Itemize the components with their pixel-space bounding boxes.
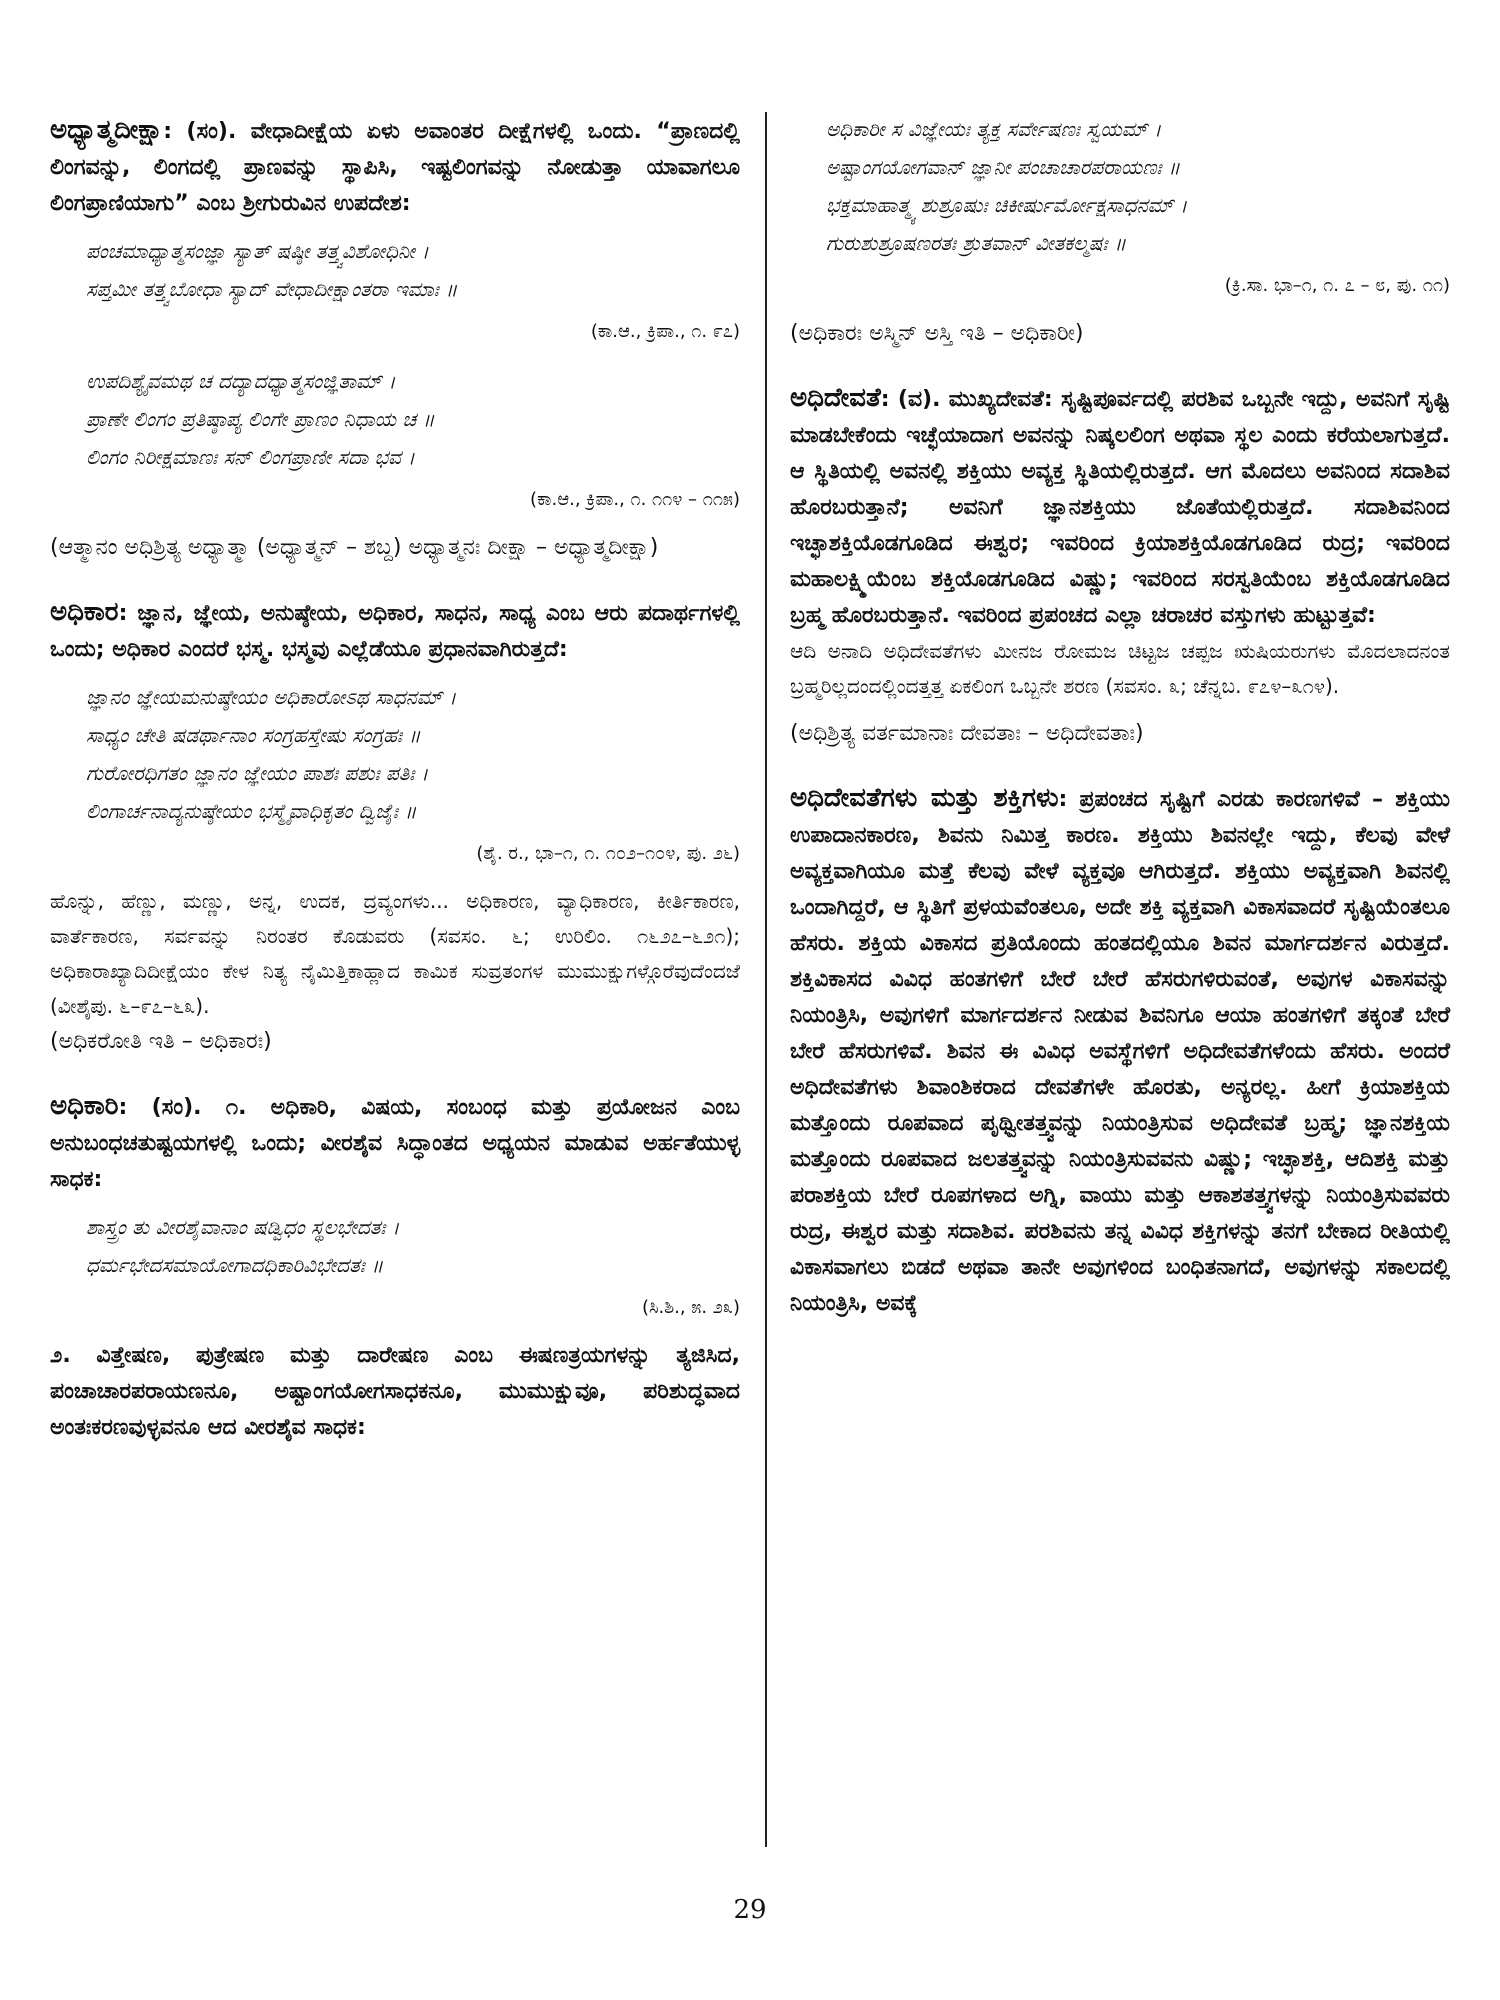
entry-adhidevategalu-shaktigalu bbox=[790, 780, 1450, 1322]
citation: (ಕ್ರಿ.ಸಾ. ಭಾ–೧, ೧. ೭ – ೮, ಪು. ೧೧) bbox=[1224, 275, 1450, 296]
entry-definition: : ಪ್ರಪಂಚದ ಸೃಷ್ಟಿಗೆ ಎರಡು ಕಾರಣಗಳಿವೆ – ಶಕ್ತಿಯು ಉಪಾದಾನಕಾರಣ, ಶಿವನು ನಿಮಿತ್ತ ಕಾರಣ. ಶಕ್ತಿಯು ಶಿವನಲ್ಲೇ ಇದ್ದು, ಕೆಲವು ವೇಳೆ ಅವ್ಯಕ್ತವಾಗಿಯೂ ಮತ್ತೆ ಕೆಲವು ವೇಳೆ ವ್ಯಕ್ತವೂ ಆಗಿರುತ್ತದೆ. ಶಕ್ತಿಯು ಅವ್ಯಕ್ತವಾಗಿ ಶಿವನಲ್ಲಿ ಒಂದಾಗಿದ್ದರೆ, ಆ ಸ್ಥಿತಿಗೆ ಪ್ರಳಯವೆಂತಲೂ, ಅದೇ ಶಕ್ತಿ ವ್ಯಕ್ತವಾಗಿ ವಿಕಾಸವಾದರೆ ಸೃಷ್ಟಿಯೆಂತಲೂ ಹೆಸರು. ಶಕ್ತಿಯ ವಿಕಾಸದ ಪ್ರತಿಯೊಂದು ಹಂತದಲ್ಲಿಯೂ ಶಿವನ ಮಾರ್ಗದರ್ಶನ ವಿರುತ್ತದೆ. ಶಕ್ತಿವಿಕಾಸದ ವಿವಿಧ ಹಂತಗಳಿಗೆ ಬೇರೆ ಬೇರೆ ಹೆಸರುಗಳಿರುವಂತೆ, ಅವುಗಳ ವಿಕಾಸವನ್ನು ನಿಯಂತ್ರಿಸಿ, ಅವುಗಳಿಗೆ ಮಾರ್ಗದರ್ಶನ ನೀಡುವ ಶಿವನಿಗೂ ಆಯಾ ಹಂತಗಳಿಗೆ ತಕ್ಕಂತೆ ಬೇರೆ ಬೇರೆ ಹೆಸರುಗಳಿವೆ. ಶಿವನ ಈ ವಿವಿಧ ಅವಸ್ಥೆಗಳಿಗೆ ಅಧಿದೇವತೆಗಳೆಂದು ಹೆಸರು. ಅಂದರೆ ಅಧಿದೇವತೆಗಳು ಶಿವಾಂಶಿಕರಾದ ದೇವತೆಗಳೇ ಹೊರತು, ಅನ್ಯರಲ್ಲ. ಹೀಗೆ ಕ್ರಿಯಾಶಕ್ತಿಯ ಮತ್ತೊಂದು ರೂಪವಾದ ಪೃಥ್ವೀತತ್ತ್ವವನ್ನು ನಿಯಂತ್ರಿಸುವ ಅಧಿದೇವತೆ ಬ್ರಹ್ಮ; ಜ್ಞಾನಶಕ್ತಿಯ ಮತ್ತೊಂದು ರೂಪವಾದ ಜಲತತ್ತ್ವವನ್ನು ನಿಯಂತ್ರಿಸುವವನು ವಿಷ್ಣು; ಇಚ್ಛಾಶಕ್ತಿ, ಆದಿಶಕ್ತಿ ಮತ್ತು ಪರಾಶಕ್ತಿಯ ಬೇರೆ ರೂಪಗಳಾದ ಅಗ್ನಿ, ವಾಯು ಮತ್ತು ಆಕಾಶತತ್ತ್ವಗಳನ್ನು ನಿಯಂತ್ರಿಸುವವರು ರುದ್ರ, ಈಶ್ವರ ಮತ್ತು ಸದಾಶಿವ. ಪರಶಿವನು ತನ್ನ ವಿವಿಧ ಶಕ್ತಿಗಳನ್ನು ತನಗೆ ಬೇಕಾದ ರೀತಿಯಲ್ಲಿ ವಿಕಾಸವಾಗಲು ಬಿಡದೆ ಅಥವಾ ತಾನೇ ಅವುಗಳಿಂದ ಬಂಧಿತನಾಗದೆ, ಅವುಗಳನ್ನು ಸಕಾಲದಲ್ಲಿ ನಿಯಂತ್ರಿಸಿ, ಅವಕ್ಕೆ bbox=[790, 787, 1451, 1316]
verse-line: ಭಕ್ತಮಾಹಾತ್ಮ್ಯ ಶುಶ್ರೂಷುಃ ಚಿಕೀರ್ಷುರ್ಮೋಕ್ಷಸಾಧನಮ್ । bbox=[826, 193, 1188, 217]
sanskrit-verse bbox=[86, 362, 740, 476]
entry-adhidevate bbox=[790, 380, 1450, 752]
verse-line: ಧರ್ಮಭೇದಸಮಾಯೋಗಾದಧಿಕಾರಿವಿಭೇದತಃ ॥ bbox=[86, 1253, 384, 1277]
sanskrit-verse bbox=[86, 232, 740, 308]
entry-definition: : (ಸಂ). ವೇಧಾದೀಕ್ಷೆಯ ಏಳು ಅವಾಂತರ ದೀಕ್ಷೆಗಳಲ್ಲಿ ಒಂದು. “ಪ್ರಾಣದಲ್ಲಿ ಲಿಂಗವನ್ನು, ಲಿಂಗದಲ್ಲಿ ಪ್ರಾಣವನ್ನು ಸ್ಥಾಪಿಸಿ, ಇಷ್ಟಲಿಂಗವನ್ನು ನೋಡುತ್ತಾ ಯಾವಾಗಲೂ ಲಿಂಗಪ್ರಾಣಿಯಾಗು” ಎಂಬ ಶ್ರೀಗುರುವಿನ ಉಪದೇಶ: bbox=[50, 119, 740, 216]
entry-sense-2: ೨. ವಿತ್ತೇಷಣ, ಪುತ್ರೇಷಣ ಮತ್ತು ದಾರೇಷಣ ಎಂಬ ಈಷಣತ್ರಯಗಳನ್ನು ತ್ಯಜಿಸಿದ, ಪಂಚಾಚಾರಪರಾಯಣನೂ, ಅಷ್ಟಾಂಗಯೋಗಸಾಧಕನೂ, ಮುಮುಕ್ಷುವೂ, ಪರಿಶುದ್ಧವಾದ ಅಂತಃಕರಣವುಳ್ಳವನೂ ಆದ ವೀರಶೈವ ಸಾಧಕ: bbox=[50, 1343, 740, 1440]
entry-definition: : (ವ). ಮುಖ್ಯದೇವತೆ: ಸೃಷ್ಟಿಪೂರ್ವದಲ್ಲಿ ಪರಶಿವ ಒಬ್ಬನೇ ಇದ್ದು, ಅವನಿಗೆ ಸೃಷ್ಟಿ ಮಾಡಬೇಕೆಂದು ಇಚ್ಛೆಯಾದಾಗ ಅವನನ್ನು ನಿಷ್ಕಲಲಿಂಗ ಅಥವಾ ಸ್ಥಲ ಎಂದು ಕರೆಯಲಾಗುತ್ತದೆ. ಆ ಸ್ಥಿತಿಯಲ್ಲಿ ಅವನಲ್ಲಿ ಶಕ್ತಿಯು ಅವ್ಯಕ್ತ ಸ್ಥಿತಿಯಲ್ಲಿರುತ್ತದೆ. ಆಗ ಮೊದಲು ಅವನಿಂದ ಸದಾಶಿವ ಹೊರಬರುತ್ತಾನೆ; ಅವನಿಗೆ ಜ್ಞಾನಶಕ್ತಿಯು ಜೊತೆಯಲ್ಲಿರುತ್ತದೆ. ಸದಾಶಿವನಿಂದ ಇಚ್ಛಾಶಕ್ತಿಯೊಡಗೂಡಿದ ಈಶ್ವರ; ಇವರಿಂದ ಕ್ರಿಯಾಶಕ್ತಿಯೊಡಗೂಡಿದ ರುದ್ರ; ಇವರಿಂದ ಮಹಾಲಕ್ಷ್ಮಿಯೆಂಬ ಶಕ್ತಿಯೊಡಗೂಡಿದ ವಿಷ್ಣು; ಇವರಿಂದ ಸರಸ್ವತಿಯೆಂಬ ಶಕ್ತಿಯೊಡಗೂಡಿದ ಬ್ರಹ್ಮ ಹೊರಬರುತ್ತಾನೆ. ಇವರಿಂದ ಪ್ರಪಂಚದ ಎಲ್ಲಾ ಚರಾಚರ ವಸ್ತುಗಳು ಹುಟ್ಟುತ್ತವೆ: bbox=[790, 387, 1450, 628]
entry-body bbox=[50, 1088, 740, 1198]
left-column bbox=[50, 112, 740, 1474]
vachana-quote: ಆದಿ ಅನಾದಿ ಅಧಿದೇವತೆಗಳು ಮೀನಜ ರೋಮಜ ಚಿಟ್ಟಜ ಚಪ್ಪಜ ಋಷಿಯರುಗಳು ಮೊದಲಾದನಂತ ಬ್ರಹ್ಮರಿಲ್ಲದಂದಲ್ಲಿಂದತ್ತತ್ತ ಏಕಲಿಂಗ ಒಬ್ಬನೇ ಶರಣ (ಸವಸಂ. ೩; ಚೆನ್ನಬ. ೯೭೪–೩೧೪). bbox=[790, 639, 1450, 698]
verse-line: ಪ್ರಾಣೇ ಲಿಂಗಂ ಪ್ರತಿಷ್ಠಾಪ್ಯ ಲಿಂಗೇ ಪ್ರಾಣಂ ನಿಧಾಯ ಚ ॥ bbox=[86, 407, 435, 431]
page-number: 29 bbox=[733, 1895, 767, 1925]
etymology: (ಅಧಿಕಾರಃ ಅಸ್ಮಿನ್ ಅಸ್ತಿ ಇತಿ – ಅಧಿಕಾರೀ) bbox=[790, 321, 1084, 346]
citation: (ಕಾ.ಆ., ಕ್ರಿಪಾ., ೧. ೧೧೪ – ೧೧೫) bbox=[530, 489, 740, 510]
verse-line: ಜ್ಞಾನಂ ಜ್ಞೇಯಮನುಷ್ಠೇಯಂ ಅಧಿಕಾರೋಽಥ ಸಾಧನಮ್ । bbox=[86, 685, 457, 709]
right-column bbox=[790, 110, 1450, 1350]
verse-line: ಲಿಂಗಾರ್ಚನಾದ್ಯನುಷ್ಠೇಯಂ ಭಸ್ಮೈವಾಧಿಕೃತಂ ದ್ವಿಜೈಃ ॥ bbox=[86, 799, 417, 823]
entry-adhyatmadiksha bbox=[50, 112, 740, 566]
entry-adhikara bbox=[50, 594, 740, 1060]
verse-line: ಉಪದಿಶ್ಯೈವಮಥ ಚ ದದ್ಯಾದಧ್ಯಾತ್ಮಸಂಜ್ಞಿತಾಮ್ । bbox=[86, 369, 396, 393]
citation: (ಶೈ. ರ., ಭಾ–೧, ೧. ೧೦೨–೧೦೪, ಪು. ೨೬) bbox=[476, 843, 740, 864]
verse-line: ಶಾಸ್ತ್ರಂ ತು ವೀರಶೈವಾನಾಂ ಷಡ್ವಿಧಂ ಸ್ಥಲಭೇದತಃ । bbox=[86, 1215, 400, 1239]
verse-line: ಸಾಧ್ಯಂ ಚೇತಿ ಷಡರ್ಥಾನಾಂ ಸಂಗ್ರಹಸ್ತೇಷು ಸಂಗ್ರಹಃ ॥ bbox=[86, 723, 421, 747]
entry-body bbox=[50, 112, 740, 222]
entry-headword: ಅಧ್ಯಾತ್ಮದೀಕ್ಷಾ bbox=[50, 115, 164, 145]
entry-headword: ಅಧಿಕಾರಿ bbox=[50, 1091, 119, 1121]
verse-line: ಗುರುಶುಶ್ರೂಷಣರತಃ ಶ್ರುತವಾನ್ ವೀತಕಲ್ಮಷಃ ॥ bbox=[826, 231, 1127, 255]
sanskrit-verse bbox=[826, 110, 1450, 262]
entry-adhikari-continued bbox=[790, 110, 1450, 352]
entry-definition: : ಜ್ಞಾನ, ಜ್ಞೇಯ, ಅನುಷ್ಠೇಯ, ಅಧಿಕಾರ, ಸಾಧನ, ಸಾಧ್ಯ ಎಂಬ ಆರು ಪದಾರ್ಥಗಳಲ್ಲಿ ಒಂದು; ಅಧಿಕಾರ ಎಂದರೆ ಭಸ್ಮ. ಭಸ್ಮವು ಎಲ್ಲೆಡೆಯೂ ಪ್ರಧಾನವಾಗಿರುತ್ತದೆ: bbox=[50, 601, 740, 662]
entry-body bbox=[790, 380, 1450, 634]
etymology: (ಅಧಿಕರೋತಿ ಇತಿ – ಅಧಿಕಾರಃ) bbox=[50, 1029, 272, 1054]
vachana-quote: ಹೊನ್ನು, ಹೆಣ್ಣು, ಮಣ್ಣು, ಅನ್ನ, ಉದಕ, ದ್ರವ್ಯಂಗಳು... ಅಧಿಕಾರಣ, ವ್ಯಾಧಿಕಾರಣ, ಕೀರ್ತಿಕಾರಣ, ವಾರ್ತೆಕಾರಣ, ಸರ್ವವನ್ನು ನಿರಂತರ ಕೊಡುವರು (ಸವಸಂ. ೬; ಉರಿಲಿಂ. ೧೬೨೭–೬೨೧); ಅಧಿಕಾರಾಖ್ಯಾದಿದೀಕ್ಷೆಯಂ ಕೇಳ ನಿತ್ಯ ನೈಮಿತ್ತಿಕಾಹ್ಲಾದ ಕಾಮಿಕ ಸುವ್ರತಂಗಳ ಮುಮುಕ್ಷುಗಳ್ಗೊರೆವುದೆಂದಜೆ (ವೀಶೈಪು. ೬–೯೭–೬೩). bbox=[50, 889, 740, 1018]
verse-line: ಅಧಿಕಾರೀ ಸ ವಿಜ್ಞೇಯಃ ತ್ಯಕ್ತ ಸರ್ವೇಷಣಃ ಸ್ವಯಮ್ । bbox=[826, 117, 1162, 141]
entry-adhikari bbox=[50, 1088, 740, 1446]
entry-body bbox=[790, 780, 1450, 1322]
entry-headword: ಅಧಿದೇವತೆ bbox=[790, 383, 881, 413]
etymology: (ಆತ್ಮಾನಂ ಅಧಿಶ್ರಿತ್ಯ ಅಧ್ಯಾತ್ಮಾ (ಅಧ್ಯಾತ್ಮನ್ – ಶಬ್ದ) ಅಧ್ಯಾತ್ಮನಃ ದೀಕ್ಷಾ – ಅಧ್ಯಾತ್ಮದೀಕ್ಷಾ) bbox=[50, 535, 659, 560]
verse-line: ಗುರೋರಧಿಗತಂ ಜ್ಞಾನಂ ಜ್ಞೇಯಂ ಪಾಶಃ ಪಶುಃ ಪತಿಃ । bbox=[86, 761, 429, 785]
entry-body bbox=[50, 594, 740, 668]
entry-definition: : (ಸಂ). ೧. ಅಧಿಕಾರಿ, ವಿಷಯ, ಸಂಬಂಧ ಮತ್ತು ಪ್ರಯೋಜನ ಎಂಬ ಅನುಬಂಧಚತುಷ್ಟಯಗಳಲ್ಲಿ ಒಂದು; ವೀರಶೈವ ಸಿದ್ಧಾಂತದ ಅಧ್ಯಯನ ಮಾಡುವ ಅರ್ಹತೆಯುಳ್ಳ ಸಾಧಕ: bbox=[50, 1095, 740, 1192]
citation: (ಸಿ.ಶಿ., ೫. ೨೩) bbox=[641, 1297, 740, 1318]
entry-headword: ಅಧಿದೇವತೆಗಳು ಮತ್ತು ಶಕ್ತಿಗಳು bbox=[790, 783, 1059, 813]
citation: (ಕಾ.ಆ., ಕ್ರಿಪಾ., ೧. ೯೭) bbox=[590, 321, 740, 342]
sanskrit-verse bbox=[86, 678, 740, 830]
etymology: (ಅಧಿಶ್ರಿತ್ಯ ವರ್ತಮಾನಾಃ ದೇವತಾಃ – ಅಧಿದೇವತಾಃ) bbox=[790, 721, 1144, 746]
column-divider bbox=[765, 112, 767, 1847]
verse-line: ಅಷ್ಟಾಂಗಯೋಗವಾನ್ ಜ್ಞಾನೀ ಪಂಚಾಚಾರಪರಾಯಣಃ ॥ bbox=[826, 155, 1181, 179]
verse-line: ಪಂಚಮಾಧ್ಯಾತ್ಮಸಂಜ್ಞಾ ಸ್ಯಾತ್ ಷಷ್ಠೀ ತತ್ತ್ವವಿಶೋಧಿನೀ । bbox=[86, 239, 429, 263]
verse-line: ಸಪ್ತಮೀ ತತ್ತ್ವಬೋಧಾ ಸ್ಯಾದ್ ವೇಧಾದೀಕ್ಷಾಂತರಾ ಇಮಾಃ ॥ bbox=[86, 277, 458, 301]
verse-line: ಲಿಂಗಂ ನಿರೀಕ್ಷಮಾಣಃ ಸನ್ ಲಿಂಗಪ್ರಾಣೀ ಸದಾ ಭವ । bbox=[86, 445, 415, 469]
sanskrit-verse bbox=[86, 1208, 740, 1284]
entry-headword: ಅಧಿಕಾರ bbox=[50, 597, 119, 627]
